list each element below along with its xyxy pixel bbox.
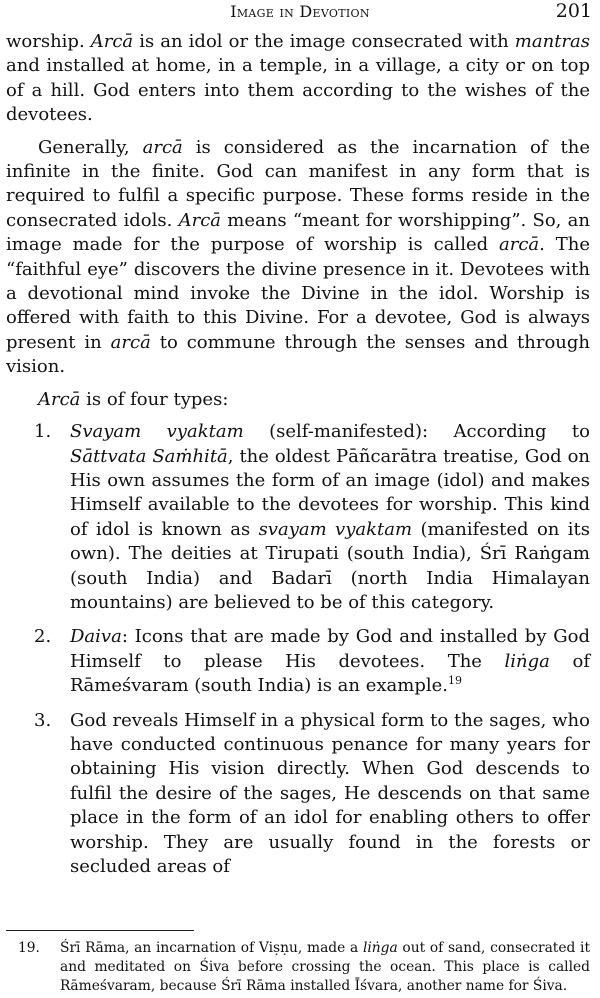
paragraph-arca-definition: Generally, arcā is considered as the incarnation of the infinite in the finite. God can manifest in any form that is required to fulfil a specific purpose. These forms reside in the consecrated idols. Arcā means “meant for worshipping”. So, an image made for the purpose of worship is called arcā. The “faithful eye” discovers the divine presence in it. Devotees with a devotional mind invoke the Divine in the idol. Worship is offered with faith to this Divine. For a devotee, God is always present in arcā to commune through the senses and through vision. (6, 136, 590, 378)
body-text (6, 30, 590, 889)
list-number: 1. (34, 421, 52, 443)
footnote-19: 19. Śrī Rāma, an incarnation of Viṣṇu, made a liṅga out of sand, consecrated it and meditated on Śiva before crossing the ocean. This place is called Rāmeśvaram, because Śrī Rāma installed Īśvara, another name for Śiva. (18, 940, 591, 994)
list-item: 2. Daiva: Icons that are made by God and installed by God Himself to please His devotees. The liṅga of Rāmeśvaram (south India) is an example.$^{19}$ (34, 626, 590, 697)
paragraph-continued: worship. Arcā is an idol or the image consecrated with mantras and installed at home, in a temple, in a village, a city or on top of a hill. God enters into them according to the wishes of the devotees. (6, 31, 590, 126)
list-item: 1. Svayam vyaktam (self-manifested): According to Sāttvata Saṁhitā, the oldest Pāñcarātra treatise, God on His own assumes the form of an image (idol) and makes Himself available to the devotees for worship. This kind of idol is known as svayam vyaktam (manifested on its own). The deities at Tirupati (south India), Śrī Raṅgam (south India) and Badarī (north India Himalayan mountains) are believed to be of this category. (34, 421, 591, 613)
list-number: 2. (34, 626, 52, 648)
running-title: Image in Devotion (230, 2, 370, 21)
footnote-reference[interactable]: 19 (447, 674, 462, 688)
running-head (0, 2, 600, 26)
list-item: 3. God reveals Himself in a physical form to the sages, who have conducted continuous penance for many years for obtaining His vision directly. When God descends to fulfil the desire of the sages, He descends on that same place in the form of an idol for enabling others to offer worship. They are usually found in the forests or secluded areas of (34, 709, 590, 877)
paragraph-types-intro: Arcā is of four types: (38, 388, 229, 410)
types-list (6, 420, 590, 879)
footnote-number: 19. (18, 940, 40, 956)
list-number: 3. (34, 709, 52, 731)
footnote-rule (6, 930, 194, 931)
footnotes (6, 930, 590, 996)
page-number: 201 (555, 0, 592, 22)
